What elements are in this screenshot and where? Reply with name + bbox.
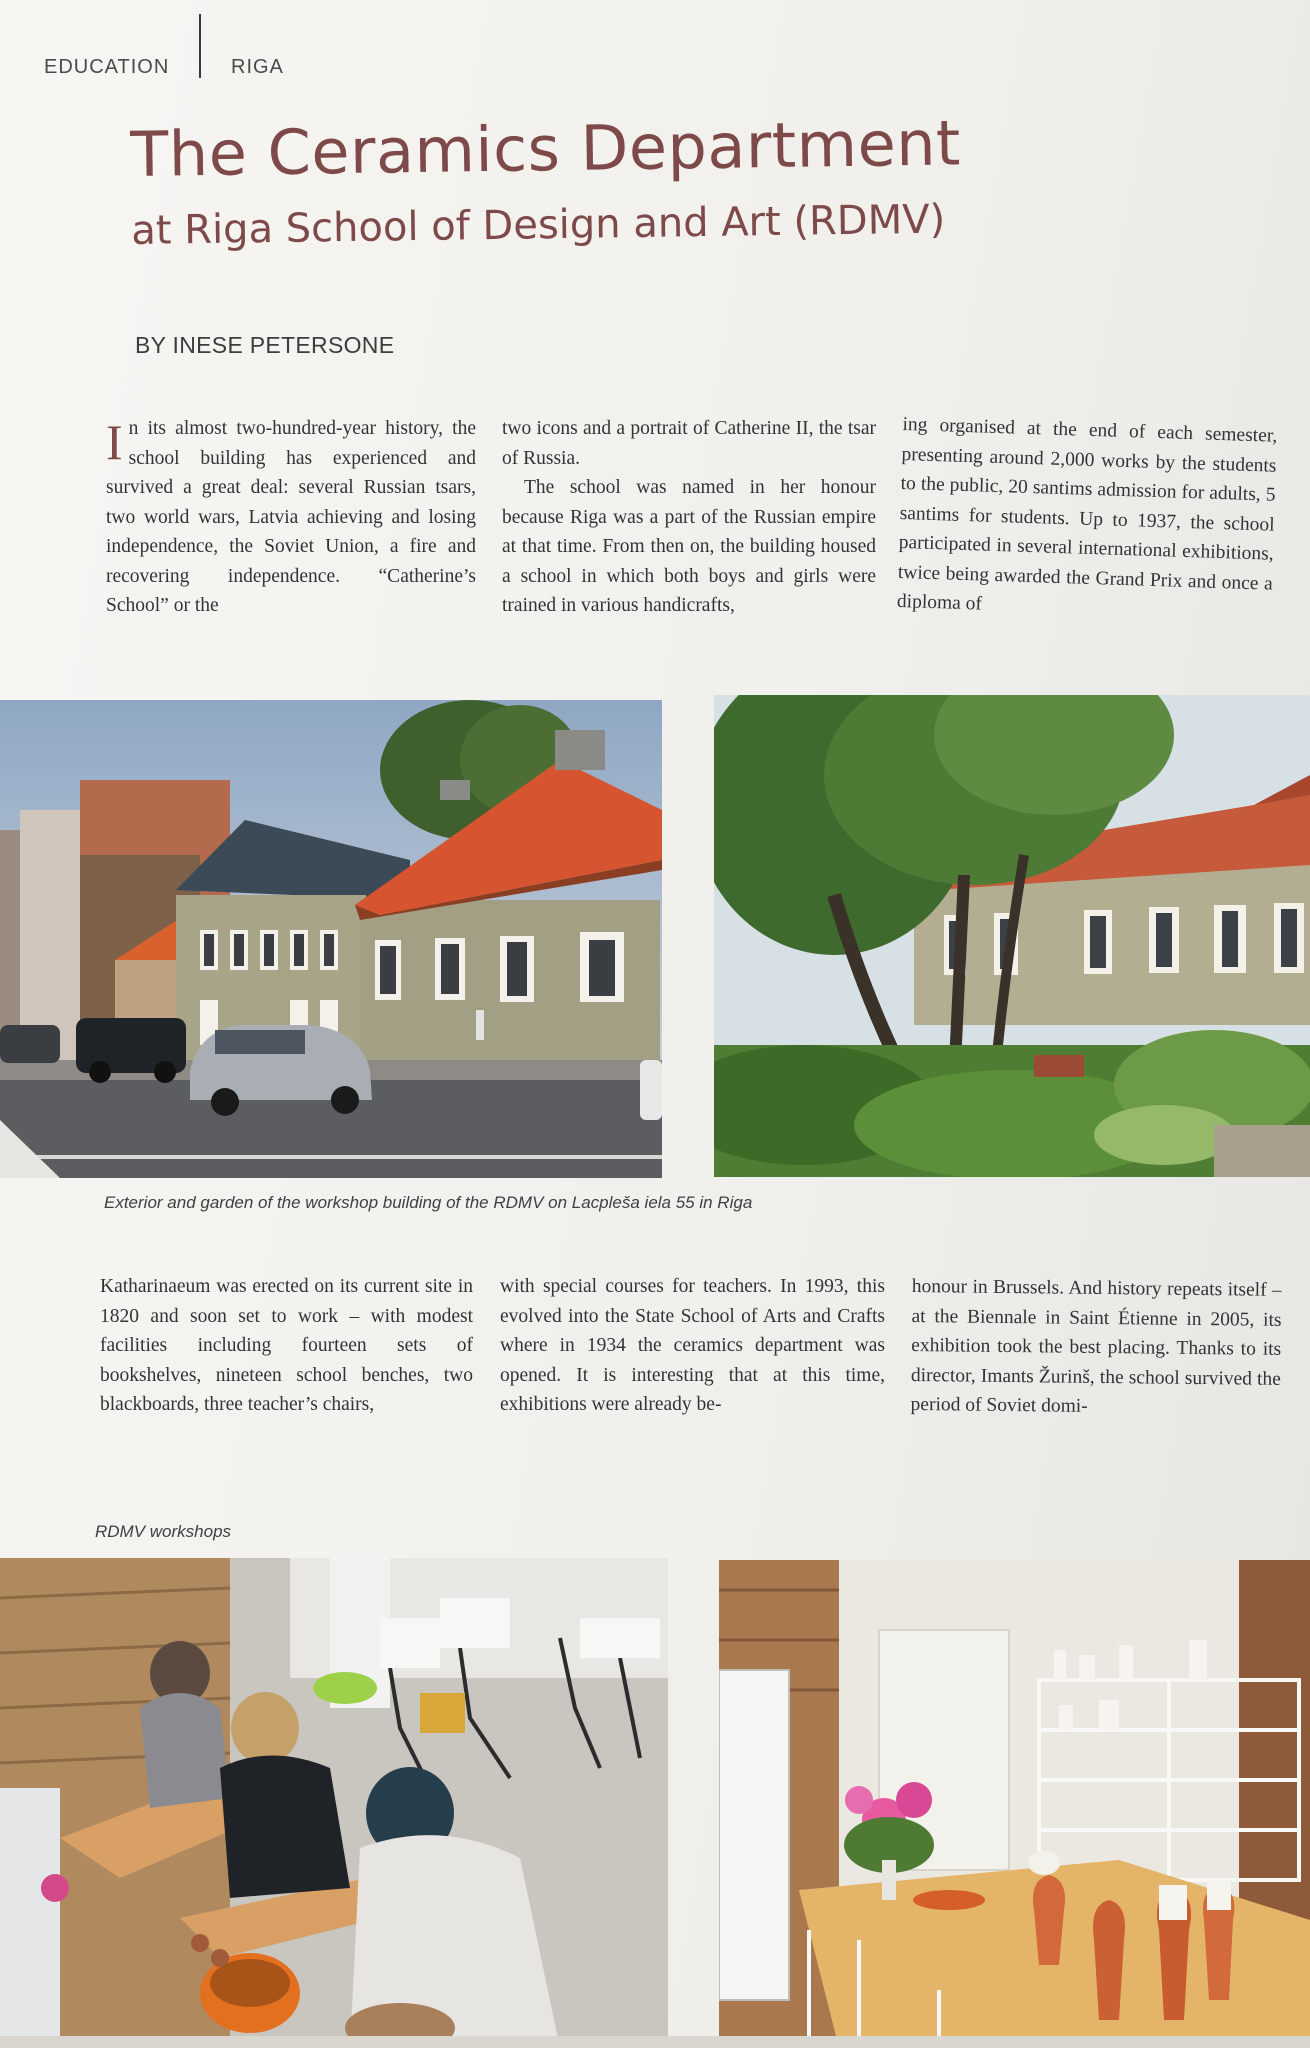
drop-cap: I [106,414,123,470]
article-subtitle: at Riga School of Design and Art (RDMV) [131,196,946,254]
column-text: with special courses for teachers. In 1993, this evolved into the State School of Arts and Crafts where in 1934 the ceramics department was opened. It is interesting that at this time, exhibitions were already be- [500,1276,885,1415]
column-1 [106,414,476,614]
column-3 [897,410,1278,626]
column-text: honour in Brussels. And history repeats itself – at the Biennale in Saint Étienne in 2005, its exhibition took the best placing. Thanks to its director, Imants Žurinš, the school survived the period of Soviet domi- [910,1275,1282,1417]
garden-photo [714,695,1310,1177]
gallery-scene-image [719,1560,1310,2048]
column-text: Katharinaeum was erected on its current site in 1820 and soon set to work – with modest facilities including fourteen sets of bookshelves, nineteen school benches, two blackboards, three teacher’s chairs, [100,1276,473,1415]
location-label: RIGA [231,56,284,78]
column-5 [500,1272,885,1422]
column-4 [100,1272,473,1422]
column-text: n its almost two-hundred-year history, the school building has experienced and survived a great deal: several Russian tsars, two world wars, Latvia achieving and losing independence, the Soviet Union, a fire and recovering independence. “Catherine’s School” or the [106,418,476,614]
byline: BY INESE PETERSONE [135,332,395,358]
column-paragraph: The school was named in her honour because Riga was a part of the Russian empire at that time. From then on, the building housed a school in which both boys and girls were trained in various handicrafts, [502,477,876,614]
street-scene-image [0,700,662,1178]
page-bottom-edge [0,2036,1310,2048]
street-exterior-photo [0,700,662,1178]
garden-scene-image [714,695,1310,1177]
header-divider [199,14,201,78]
workshop-students-photo [0,1558,668,2048]
article-title: The Ceramics Department [130,106,962,191]
section-label: EDUCATION [44,56,170,78]
photo-caption: Exterior and garden of the workshop building of the RDMV on Lacpleša iela 55 in Riga [104,1193,753,1212]
column-paragraph: two icons and a portrait of Catherine II, the tsar of Russia. [502,418,876,469]
workshop-caption: RDMV workshops [95,1522,232,1541]
column-2 [502,414,876,614]
workshop-gallery-photo [719,1560,1310,2048]
workshop-scene-image [0,1558,668,2048]
column-text: ing organised at the end of each semester, presenting around 2,000 works by the students to the public, 20 santims admission for adults, 5 santims for students. Up to 1937, the school participated in several international exhibitions, twice being awarded the Grand Prix and once a diploma of [896,413,1278,615]
column-6 [910,1272,1282,1426]
